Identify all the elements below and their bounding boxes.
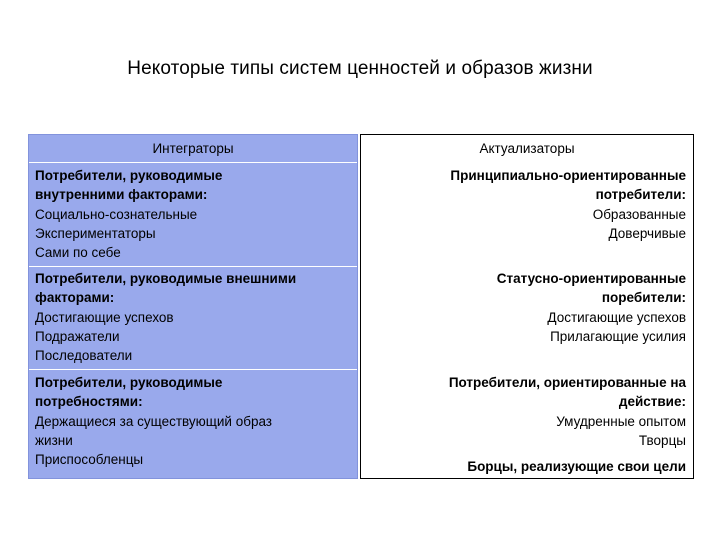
divider	[29, 162, 357, 163]
group-heading-line: внутренними факторами:	[35, 187, 208, 203]
group-item: Держащиеся за существующий образ	[35, 413, 272, 429]
group-heading-line: Статусно-ориентированные	[496, 271, 686, 286]
group-item: Доверчивые	[608, 225, 686, 241]
group-item: Творцы	[638, 432, 686, 448]
integrators-header: Интеграторы	[152, 141, 234, 156]
group-heading-line: Принципиально-ориентированные	[450, 168, 686, 183]
actualizers-group-principle	[361, 166, 693, 243]
group-item: Образованные	[592, 206, 686, 222]
group-heading-line: потребители:	[595, 187, 686, 203]
integrators-column	[28, 134, 358, 479]
actualizers-header: Актуализаторы	[479, 141, 575, 156]
group-item: Последователи	[35, 348, 133, 364]
divider	[29, 369, 357, 370]
divider	[29, 266, 357, 267]
group-heading-line: Потребители, руководимые	[35, 168, 223, 183]
group-heading-line: Потребители, ориентированные на	[448, 375, 686, 390]
integrators-group-needs	[29, 373, 357, 469]
strivers-label: Борцы, реализующие свои цели	[467, 459, 686, 475]
actualizers-group-status	[361, 269, 693, 346]
group-heading-line: Потребители, руководимые	[35, 375, 223, 390]
group-item: Сами по себе	[35, 245, 121, 261]
actualizers-group-action	[361, 373, 693, 476]
group-item: Достигающие успехов	[547, 309, 686, 325]
group-item: жизни	[35, 432, 73, 448]
group-heading-line: поребители:	[601, 290, 686, 306]
actualizers-column	[360, 134, 694, 479]
group-item: Приспособленцы	[35, 452, 144, 468]
group-item: Достигающие успехов	[35, 309, 174, 325]
group-item: Прилагающие усилия	[550, 328, 686, 344]
group-heading-line: действие:	[618, 394, 686, 410]
group-heading-line: Потребители, руководимые внешними	[35, 271, 297, 286]
integrators-group-inner	[29, 166, 357, 262]
integrators-group-outer	[29, 269, 357, 365]
group-item: Экспериментаторы	[35, 225, 156, 241]
group-item: Умудренные опытом	[556, 413, 686, 429]
page-title: Некоторые типы систем ценностей и образов жизни	[127, 58, 593, 79]
group-heading-line: потребностями:	[35, 394, 143, 410]
group-item: Социально-сознательные	[35, 206, 198, 222]
group-item: Подражатели	[35, 328, 120, 344]
group-heading-line: факторами:	[35, 290, 115, 306]
